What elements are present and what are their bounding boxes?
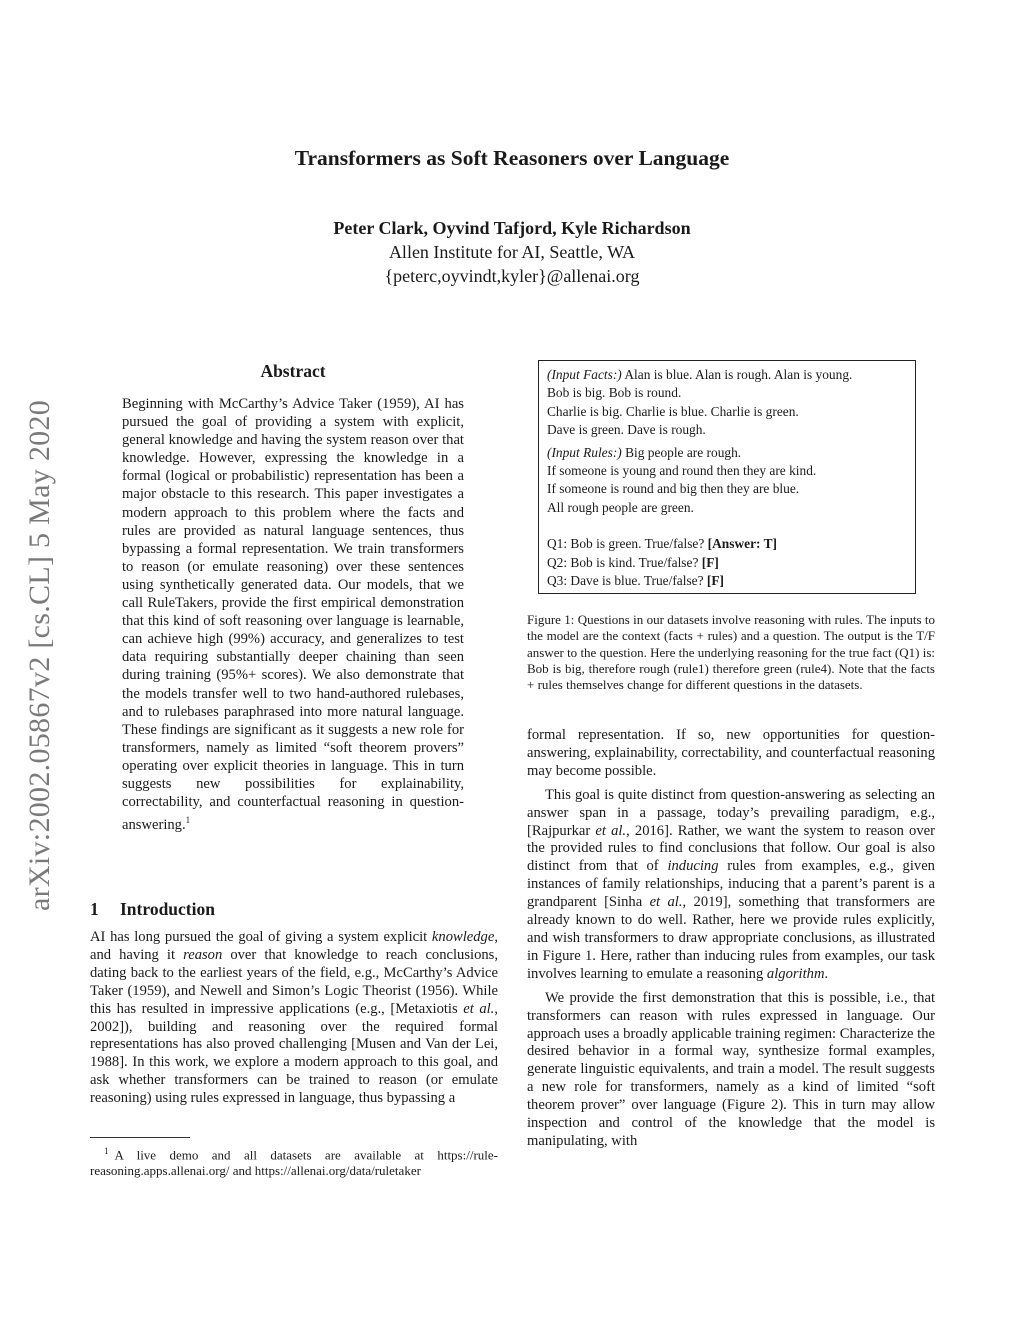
facts-line: (Input Facts:) Alan is blue. Alan is rough. Alan is young. xyxy=(547,367,853,382)
author-names: Peter Clark, Oyvind Tafjord, Kyle Richardson xyxy=(333,218,691,238)
rules-line: If someone is round and big then they are blue. xyxy=(547,481,800,497)
figure-1-box xyxy=(538,360,916,594)
body-paragraph: We provide the first demonstration that this is possible, i.e., that transformers can reason with rules expressed in language. Our approach uses a broadly applicable training regimen: Characterize the desired behavior in a formal way, synthesize formal examples, generate linguistic equivalents, and train a model. The result suggests a new role for transformers, namely as a kind of limited “soft theorem prover” over language (Figure 2). This in turn may allow inspection and control of the knowledge that the model is manipulating, with xyxy=(527,989,935,1149)
facts-line: Charlie is big. Charlie is blue. Charlie is green. xyxy=(547,403,799,419)
figure-1-caption: Figure 1: Questions in our datasets involve reasoning with rules. The inputs to the model are the context (facts + rules) and a question. The output is the T/F answer to the question. Here the underlying reasoning for the true fact (Q1) is: Bob is big, therefore rough (rule1) therefore green (rule4). Note that the facts + rules themselves change for different questions in the datasets. xyxy=(527,612,935,693)
rules-line: If someone is young and round then they are kind. xyxy=(547,463,817,479)
rules-line: (Input Rules:) Big people are rough. xyxy=(547,444,742,460)
arxiv-stamp: arXiv:2002.05867v2 [cs.CL] 5 May 2020 xyxy=(23,399,56,911)
section-title: Introduction xyxy=(120,899,215,919)
section-heading-introduction xyxy=(90,899,510,920)
introduction-paragraph: AI has long pursued the goal of giving a system explicit knowledge, and having it reason over that knowledge to reach conclusions, dating back to the earliest years of the field, e.g., McCarthy’s Advice Taker (1959), and Newell and Simon’s Logic Theorist (1956). While this has resulted in impressive applications (e.g., [Metaxiotis et al., 2002]), building and reasoning over the required formal representations has also proved challenging [Musen and Van der Lei, 1988]. In this work, we explore a modern approach to this goal, and ask whether transformers can be trained to reason (or emulate reasoning) using rules expressed in language, thus bypassing a xyxy=(90,929,498,1107)
author-email: {peterc,oyvindt,kyler}@allenai.org xyxy=(384,266,640,286)
paper-title: Transformers as Soft Reasoners over Language xyxy=(294,146,730,170)
rules-line: All rough people are green. xyxy=(547,499,694,515)
facts-line: Dave is green. Dave is rough. xyxy=(547,422,706,438)
abstract-heading: Abstract xyxy=(260,361,326,381)
question-line: Q1: Bob is green. True/false? [Answer: T] xyxy=(547,536,777,552)
body-paragraph: formal representation. If so, new opportunities for question-answering, explainability, correctability, and counterfactual reasoning may become possible. xyxy=(527,727,935,779)
abstract-text: Beginning with McCarthy’s Advice Taker (1959), AI has pursued the goal of providing a system with explicit, general knowledge and having the system reason over that knowledge. However, expressing the knowledge in a formal (logical or probabilistic) representation has been a major obstacle to this research. This paper investigates a modern approach to this problem where the facts and rules are provided as natural language sentences, thus bypassing a formal representation. We train transformers to reason (or emulate reasoning) over these sentences using synthetically generated data. Our models, that we call RuleTakers, provide the first empirical demonstration that this kind of soft reasoning over language is learnable, can achieve high (99%) accuracy, and generalizes to test data requiring substantially deeper chaining than seen during training (95%+ scores). We also demonstrate that the models transfer well to two hand-authored rulebases, and to rulebases paraphrased into more natural language. These findings are significant as it suggests a new role for transformers, namely as limited “soft theorem provers” operating over explicit theories in language. This in turn suggests new possibilities for explainability, correctability, and counterfactual reasoning in question-answering.$^1$ xyxy=(122,396,464,834)
footnote-divider xyxy=(90,1137,190,1138)
facts-line: Bob is big. Bob is round. xyxy=(547,385,682,401)
affiliation: Allen Institute for AI, Seattle, WA xyxy=(388,242,636,262)
footnote-marker: 1 xyxy=(185,815,191,826)
question-line: Q3: Dave is blue. True/false? [F] xyxy=(547,573,725,589)
facts-label: (Input Facts:) xyxy=(547,367,622,382)
section-number: 1 xyxy=(90,899,99,919)
question-line: Q2: Bob is kind. True/false? [F] xyxy=(547,554,719,570)
author-block xyxy=(0,216,1024,288)
right-column-body xyxy=(527,727,935,1151)
rules-label: (Input Rules:) xyxy=(547,444,622,460)
footnote: $^1$ A live demo and all datasets are available at https://rule-reasoning.apps.allenai.org/ and https://allenai.org/data/ruletaker xyxy=(90,1146,498,1179)
body-paragraph: This goal is quite distinct from question-answering as selecting an answer span in a passage, today’s prevailing paradigm, e.g., [Rajpurkar et al., 2016]. Rather, we want the system to reason over the provided rules to find conclusions that follow. Our goal is also distinct from that of inducing rules from examples, e.g., given instances of family relationships, inducing that a parent’s parent is a grandparent [Sinha et al., 2019], something that transformers are already known to do well. Rather, here we provide rules explicitly, and wish transformers to draw appropriate conclusions, as illustrated in Figure 1. Here, rather than inducing rules from examples, our task involves learning to emulate a reasoning algorithm. xyxy=(527,786,935,982)
